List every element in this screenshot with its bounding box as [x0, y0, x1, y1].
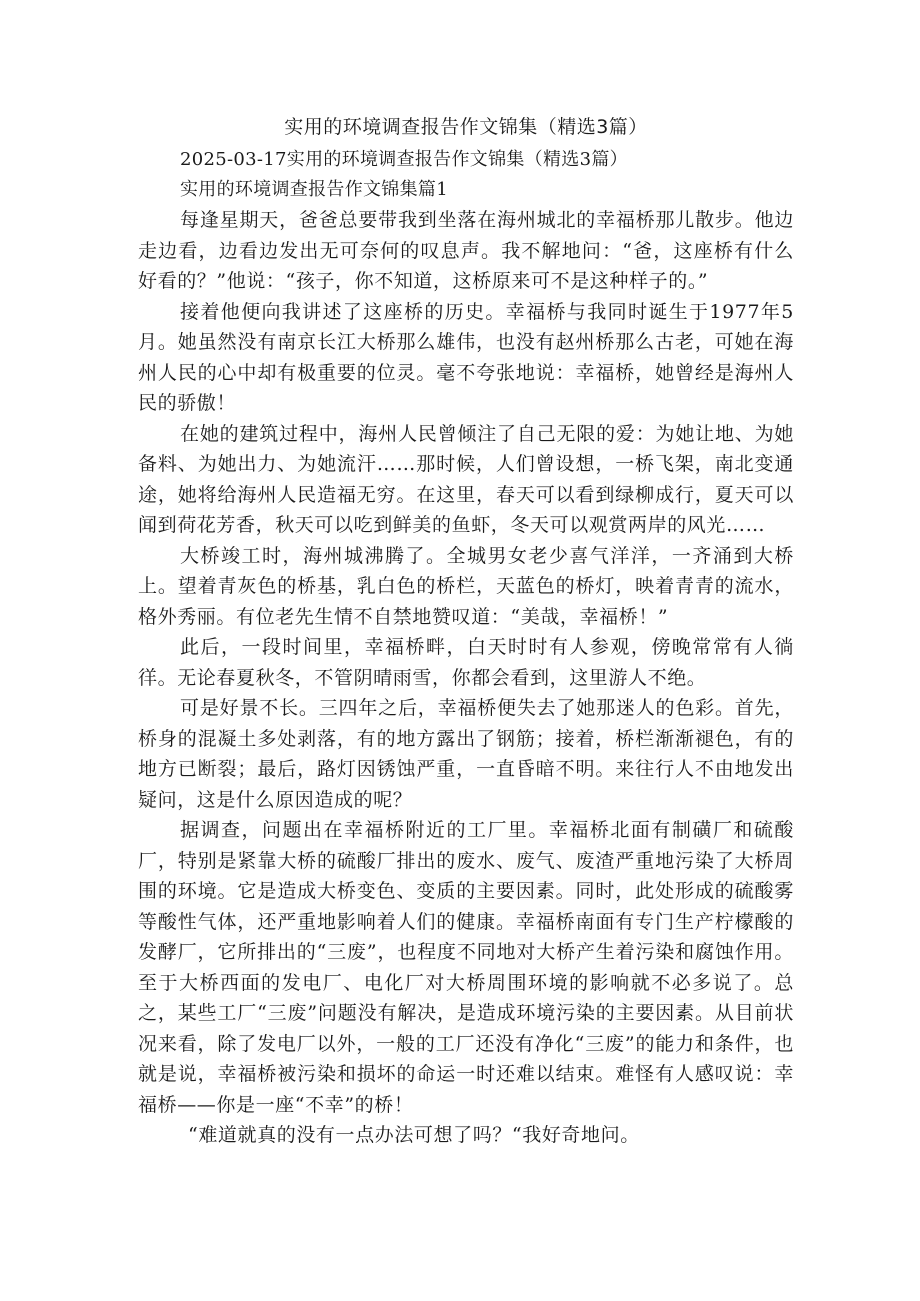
paragraph: 据调查，问题出在幸福桥附近的工厂里。幸福桥北面有制磺厂和硫酸厂，特别是紧靠大桥的硫酸厂排出的废水、废气、废渣严重地污染了大桥周围的环境。它是造成大桥变色、变质的主要因素。同时，此处形成的硫酸雾等酸性气体，还严重地影响着人们的健康。幸福桥南面有专门生产柠檬酸的发酵厂，它所排出的“三废”，也程度不同地对大桥产生着污染和腐蚀作用。至于大桥西面的发电厂、电化厂对大桥周围环境的影响就不必多说了。总之，某些工厂“三废”问题没有解决，是造成环境污染的主要因素。从目前状况来看，除了发电厂以外，一般的工厂还没有净化“三废”的能力和条件，也就是说，幸福桥被污染和损坏的命运一时还难以结束。难怪有人感叹说：幸福桥——你是一座“不幸”的桥！: [138, 819, 794, 1116]
paragraph: 每逢星期天，爸爸总要带我到坐落在海州城北的幸福桥那儿散步。他边走边看，边看边发出无可奈何的叹息声。我不解地问：“爸，这座桥有什么好看的？”他说：“孩子，你不知道，这桥原来可不是这种样子的。”: [138, 209, 794, 292]
paragraph: 接着他便向我讲述了这座桥的历史。幸福桥与我同时诞生于1977年5月。她虽然没有南京长江大桥那么雄伟，也没有赵州桥那么古老，可她在海州人民的心中却有极重要的位灵。毫不夸张地说：幸福桥，她曾经是海州人民的骄傲！: [138, 300, 794, 414]
document-page: [138, 112, 794, 1151]
paragraph: 可是好景不长。三四年之后，幸福桥便失去了她那迷人的色彩。首先，桥身的混凝土多处剥落，有的地方露出了钢筋；接着，桥栏渐渐褪色，有的地方已断裂；最后，路灯因锈蚀严重，一直昏暗不明。来往行人不由地发出疑问，这是什么原因造成的呢？: [138, 697, 794, 811]
paragraph: 此后，一段时间里，幸福桥畔，白天时时有人参观，傍晚常常有人徜徉。无论春夏秋冬，不管阴晴雨雪，你都会看到，这里游人不绝。: [138, 636, 794, 689]
paragraph: 在她的建筑过程中，海州人民曾倾注了自己无限的爱：为她让地、为她备料、为她出力、为她流汗……那时候，人们曾设想，一桥飞架，南北变通途，她将给海州人民造福无穷。在这里，春天可以看到绿柳成行，夏天可以闻到荷花芳香，秋天可以吃到鲜美的鱼虾，冬天可以观赏两岸的风光……: [138, 422, 794, 536]
paragraph-question: “难道就真的没有一点办法可想了吗？“我好奇地问。: [188, 1124, 640, 1146]
date-line: 2025-03-17实用的环境调查报告作文锦集（精选3篇）: [180, 149, 628, 170]
paragraph: 大桥竣工时，海州城沸腾了。全城男女老少喜气洋洋，一齐涌到大桥上。望着青灰色的桥基，乳白色的桥栏，天蓝色的桥灯，映着青青的流水，格外秀丽。有位老先生情不自禁地赞叹道：“美哉，幸福桥！”: [138, 544, 794, 628]
section-heading: 实用的环境调查报告作文锦集篇1: [180, 179, 448, 200]
document-title: 实用的环境调查报告作文锦集（精选3篇）: [284, 116, 648, 138]
